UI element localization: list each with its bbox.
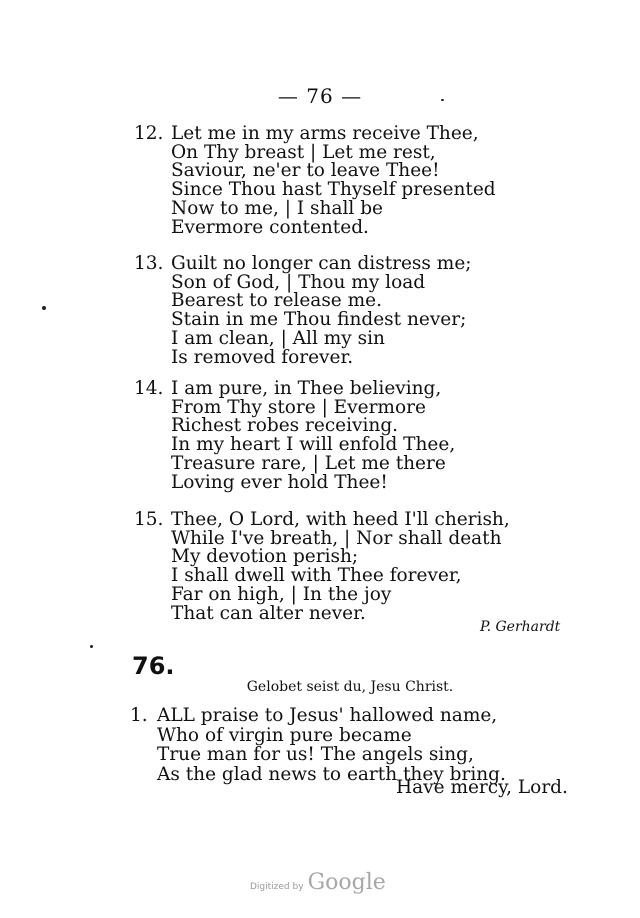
stanza-number: 12. [134,123,164,144]
stanza-line: That can alter never. [171,602,366,624]
stanza-line: While I've breath, | Nor shall death [171,527,502,549]
google-logo: Google [307,870,386,895]
stanza-line: As the glad news to earth they bring. [157,763,506,785]
ink-speck [441,99,444,101]
stanza-number: 1. [130,705,148,726]
stanza-line: Son of God, | Thou my load [171,271,426,293]
ink-speck [42,306,46,310]
digitization-watermark [250,870,386,895]
stanza-line: My devotion perish; [171,546,359,568]
response-line: Have mercy, Lord. [396,777,568,798]
stanza-number: 15. [134,509,164,530]
ink-speck [90,645,93,648]
stanza-line: Guilt no longer can distress me; [171,253,472,274]
stanza-number: 13. [134,253,164,274]
stanza-13 [134,255,472,367]
stanza-line: ALL praise to Jesus' hallowed name, [157,705,498,726]
stanza-line: Loving ever hold Thee! [171,471,388,493]
stanza-line: Thee, O Lord, with heed I'll cherish, [171,509,510,530]
stanza-line: True man for us! The angels sing, [157,744,474,765]
stanza-line: In my heart I will enfold Thee, [171,434,456,456]
stanza-line: Let me in my arms receive Thee, [171,123,479,144]
stanza-line: Now to me, | I shall be [171,197,383,219]
hymn-number: 76. [132,652,175,680]
stanza-line: Since Thou hast Thyself presented [171,179,496,201]
stanza-line: Bearest to release me. [171,290,383,312]
stanza-line: I am pure, in Thee believing, [171,378,442,399]
watermark-prefix: Digitized by [250,882,304,892]
author-attribution: P. Gerhardt [480,619,561,635]
stanza-number: 14. [134,378,164,399]
stanza-line: Stain in me Thou findest never; [171,309,467,331]
stanza-line: Treasure rare, | Let me there [171,452,446,474]
stanza-14 [134,380,455,492]
stanza-line: From Thy store | Evermore [171,396,426,418]
hymn-76-stanza-1 [130,706,506,784]
stanza-line: Richest robes receiving. [171,415,399,437]
stanza-15 [134,511,510,623]
page-number: — 76 — [277,84,363,108]
stanza-line: Far on high, | In the joy [171,583,392,605]
stanza-12 [134,125,496,237]
stanza-line: Saviour, ne'er to leave Thee! [171,160,440,182]
tune-title [0,679,640,695]
stanza-line: Evermore contented. [171,216,369,238]
stanza-line: On Thy breast | Let me rest, [171,141,436,163]
stanza-line: Who of virgin pure became [157,724,412,746]
stanza-line: I am clean, | All my sin [171,327,385,349]
stanza-line: I shall dwell with Thee forever, [171,565,462,587]
tune-title-text: Gelobet seist du, Jesu Christ. [246,679,454,695]
stanza-line: Is removed forever. [171,346,354,368]
